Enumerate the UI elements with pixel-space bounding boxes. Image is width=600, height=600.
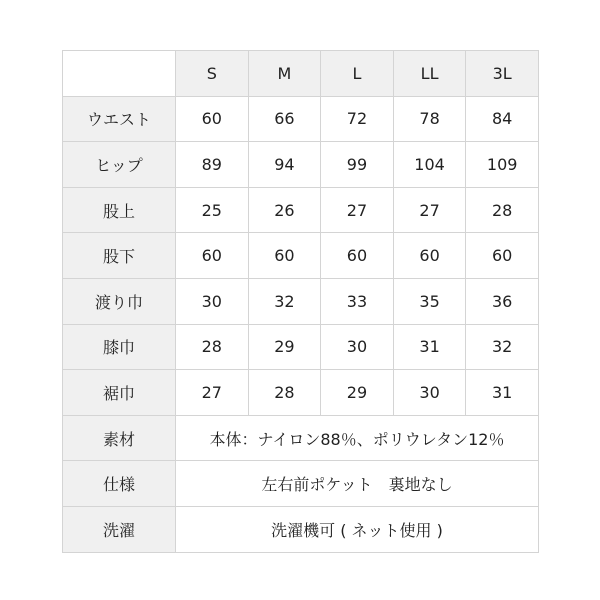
row-label-hem-width: 裾巾 xyxy=(63,370,176,416)
row-label-material: 素材 xyxy=(63,415,176,461)
table-cell: 33 xyxy=(321,278,394,324)
size-header-s: S xyxy=(176,51,249,97)
table-cell: 89 xyxy=(176,142,249,188)
table-cell: 104 xyxy=(393,142,466,188)
table-row xyxy=(63,187,539,233)
table-cell: 31 xyxy=(393,324,466,370)
table-cell: 60 xyxy=(248,233,321,279)
table-row xyxy=(63,233,539,279)
table-cell: 60 xyxy=(466,233,539,279)
table-cell: 78 xyxy=(393,96,466,142)
corner-cell xyxy=(63,51,176,97)
table-cell: 36 xyxy=(466,278,539,324)
size-header-row xyxy=(63,51,539,97)
row-label-washing: 洗濯 xyxy=(63,506,176,552)
row-label-thigh-width: 渡り巾 xyxy=(63,278,176,324)
info-row xyxy=(63,506,539,552)
table-cell: 26 xyxy=(248,187,321,233)
table-cell: 99 xyxy=(321,142,394,188)
table-cell: 32 xyxy=(466,324,539,370)
table-row xyxy=(63,278,539,324)
table-cell: 32 xyxy=(248,278,321,324)
table-cell: 30 xyxy=(393,370,466,416)
table-cell: 84 xyxy=(466,96,539,142)
table-cell: 30 xyxy=(321,324,394,370)
size-header-ll: LL xyxy=(393,51,466,97)
table-cell: 35 xyxy=(393,278,466,324)
table-cell: 60 xyxy=(321,233,394,279)
table-cell: 28 xyxy=(466,187,539,233)
table-cell: 27 xyxy=(176,370,249,416)
size-header-3l: 3L xyxy=(466,51,539,97)
table-cell: 27 xyxy=(393,187,466,233)
table-cell: 60 xyxy=(176,96,249,142)
table-cell: 27 xyxy=(321,187,394,233)
row-label-rise: 股上 xyxy=(63,187,176,233)
size-header-m: M xyxy=(248,51,321,97)
table-cell: 28 xyxy=(176,324,249,370)
table-cell: 60 xyxy=(176,233,249,279)
table-cell: 29 xyxy=(248,324,321,370)
info-row xyxy=(63,415,539,461)
washing-value: 洗濯機可 ( ネット使用 ) xyxy=(176,506,539,552)
row-label-inseam: 股下 xyxy=(63,233,176,279)
row-label-specification: 仕様 xyxy=(63,461,176,507)
table-cell: 29 xyxy=(321,370,394,416)
info-row xyxy=(63,461,539,507)
table-row xyxy=(63,96,539,142)
table-cell: 94 xyxy=(248,142,321,188)
table-cell: 109 xyxy=(466,142,539,188)
table-cell: 72 xyxy=(321,96,394,142)
table-cell: 30 xyxy=(176,278,249,324)
table-cell: 31 xyxy=(466,370,539,416)
row-label-hip: ヒップ xyxy=(63,142,176,188)
table-cell: 28 xyxy=(248,370,321,416)
table-row xyxy=(63,370,539,416)
table-row xyxy=(63,324,539,370)
size-chart-table xyxy=(62,50,539,553)
table-cell: 60 xyxy=(393,233,466,279)
material-value: 本体：ナイロン88％、ポリウレタン12％ xyxy=(176,415,539,461)
table-row xyxy=(63,142,539,188)
table-cell: 66 xyxy=(248,96,321,142)
specification-value: 左右前ポケット 裏地なし xyxy=(176,461,539,507)
table-cell: 25 xyxy=(176,187,249,233)
row-label-knee-width: 膝巾 xyxy=(63,324,176,370)
row-label-waist: ウエスト xyxy=(63,96,176,142)
size-header-l: L xyxy=(321,51,394,97)
